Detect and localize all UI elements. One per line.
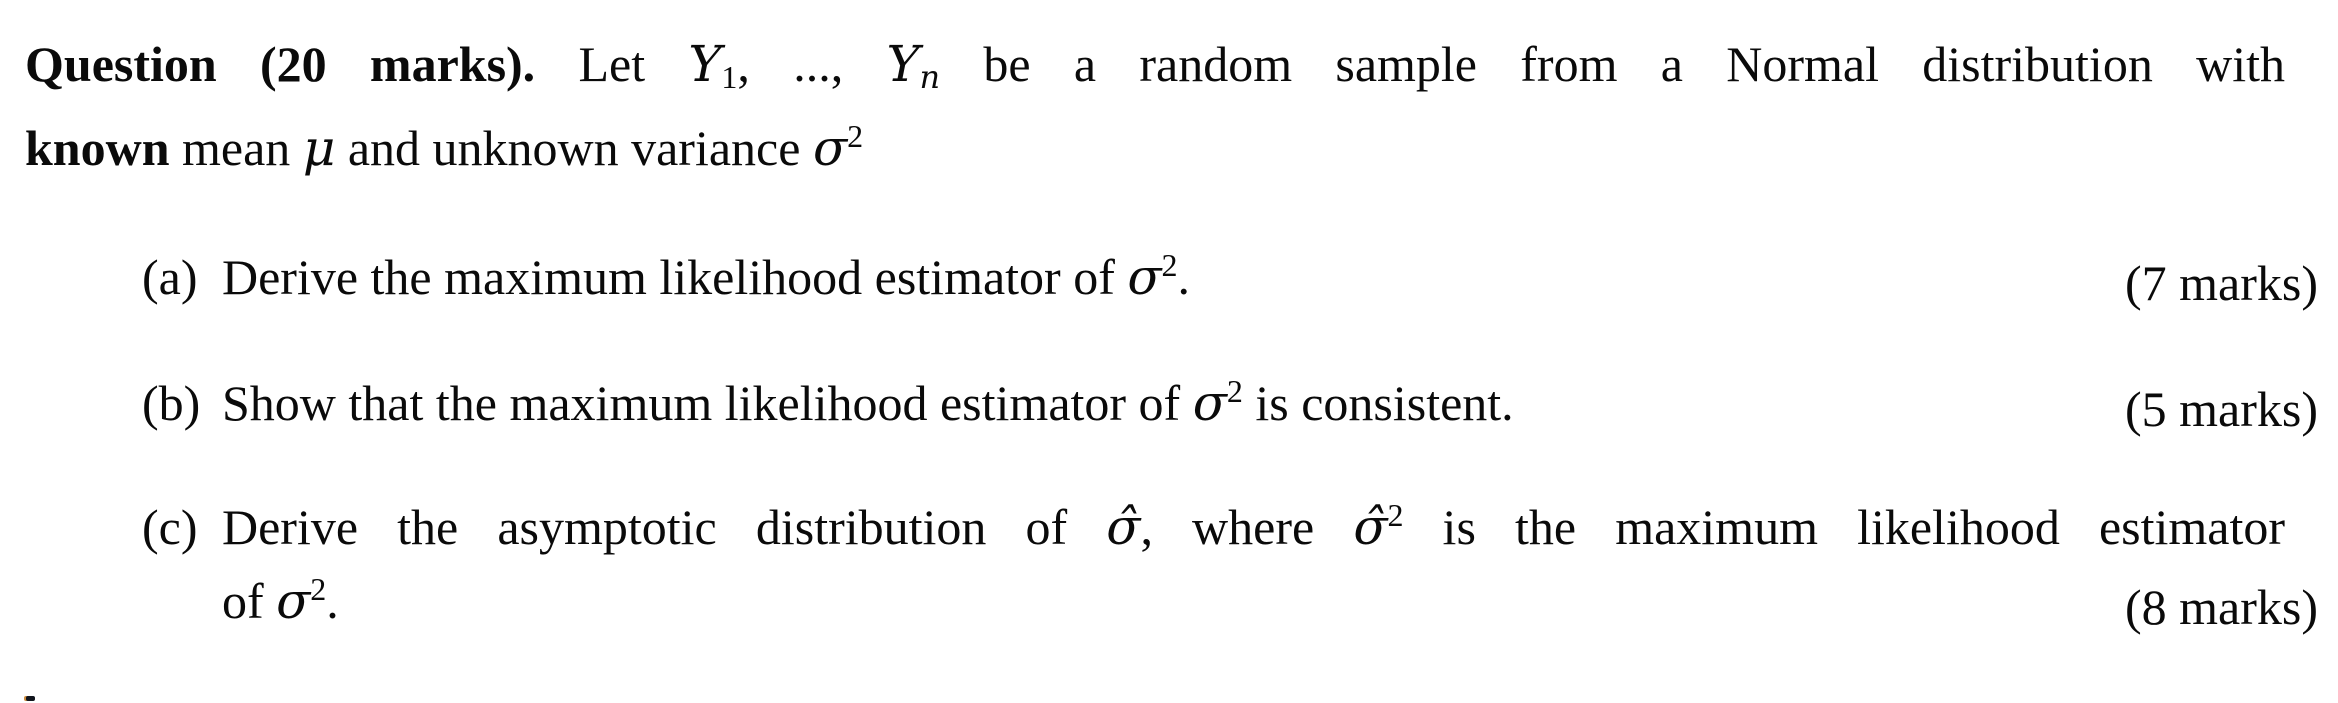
question-content — [25, 25, 2318, 641]
part-c-text-line1: Derive the asymptotic distribution of σ̂, where σ̂$^2$ is the maximum likelihood estimator — [222, 497, 2286, 556]
part-c-text-line2: of $\sigma^2$. — [222, 571, 339, 630]
part-c-marks: (8 marks) — [2125, 579, 2318, 635]
question-statement-line2: known mean μ and unknown variance $\sigma^2$ — [25, 118, 864, 177]
stray-ink-mark — [26, 696, 35, 701]
part-a-text: Derive the maximum likelihood estimator of $\sigma^2$. — [222, 247, 1190, 306]
part-a-marks: (7 marks) — [2125, 255, 2318, 311]
question-statement-line1: Question (20 marks). Let Y1, ..., Yn be a random sample from a Normal distribution with — [25, 35, 2286, 97]
question-part-b — [142, 369, 2318, 443]
part-c-body — [222, 493, 2318, 641]
part-b-body — [222, 369, 2318, 443]
part-b-text: Show that the maximum likelihood estimator of $\sigma^2$ is consistent. — [222, 373, 1514, 432]
question-statement — [25, 25, 2285, 193]
part-a-body — [222, 243, 2318, 317]
part-a-label: (a) — [142, 249, 198, 305]
question-part-a — [142, 243, 2318, 317]
part-c-label: (c) — [142, 499, 198, 555]
part-b-label: (b) — [142, 375, 201, 431]
part-b-marks: (5 marks) — [2125, 381, 2318, 437]
question-part-c — [142, 493, 2318, 641]
